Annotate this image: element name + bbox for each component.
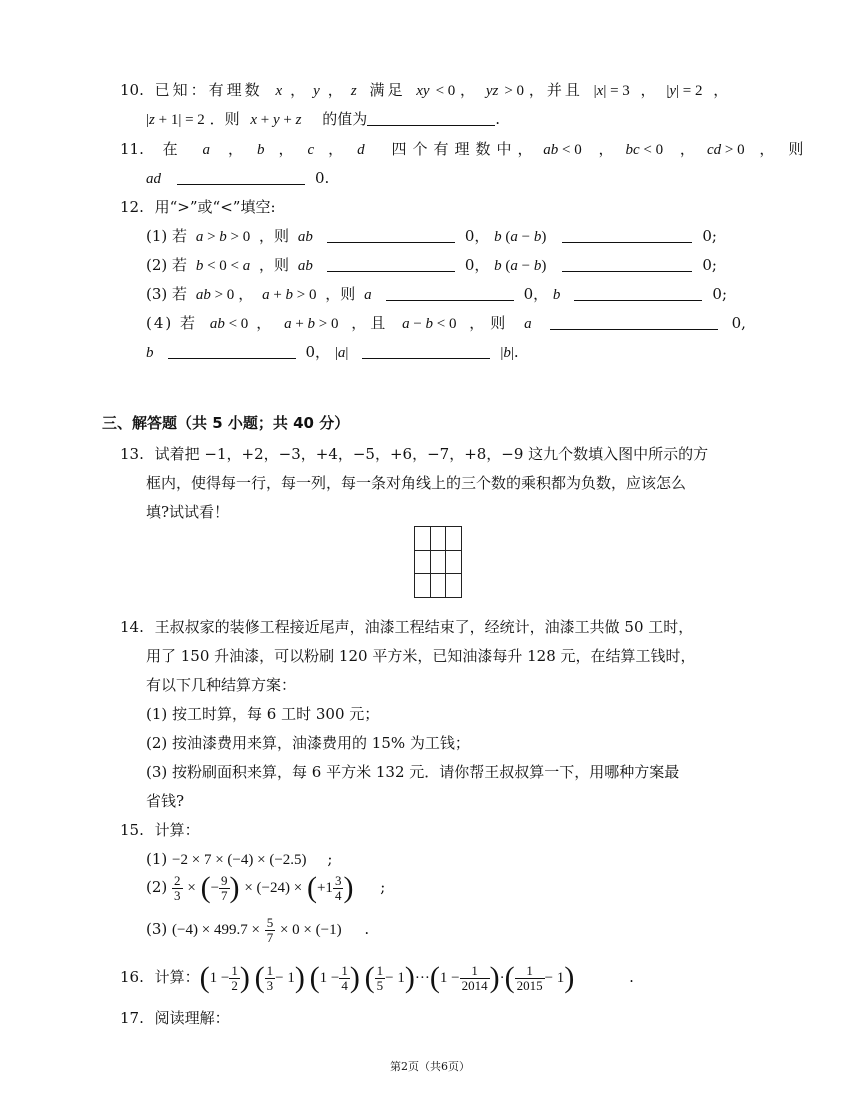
question-12-part-1: (1) 若 a > b > 0 ，则 ab 0， b (a − b) 0;: [146, 227, 717, 245]
question-12-part-3: (3) 若 ab > 0 ， a + b > 0 ，则 a 0， b 0;: [146, 285, 728, 303]
question-10-line-2: |z + 1| = 2 ．则 x + y + z 的值为 .: [146, 110, 501, 128]
question-12-intro: 12. 用“>”或“<”填空:: [120, 198, 276, 216]
answer-blank[interactable]: [562, 228, 692, 243]
question-17: 17. 阅读理解：: [120, 1009, 230, 1027]
question-14-option-1: (1) 按工时算，每 6 工时 300 元；: [146, 705, 380, 723]
answer-blank[interactable]: [362, 344, 490, 359]
question-13-line-2: 框内，使得每一行，每一列，每一条对角线上的三个数的乘积都为负数，应该怎么: [146, 474, 687, 492]
question-12-part-4-line-2: b 0， |a| |b|.: [146, 343, 519, 361]
question-13-line-1: 13. 试着把 −1，+2，−3，+4，−5，+6，−7，+8，−9 这九个数填入图中所示的方: [120, 445, 709, 463]
question-14-option-3: (3) 按粉刷面积来算，每 6 平方米 132 元．请你帮王叔叔算一下，用哪种方案最: [146, 763, 680, 781]
question-12-part-4-line-1: (4) 若 ab < 0 ， a + b > 0 ，且 a − b < 0 ，则 a 0,: [146, 314, 746, 332]
question-11-line-1: 11. 在 a ， b ， c ， d 四个有理数中， ab < 0 ， bc < 0 ， cd > 0 ，则: [120, 140, 818, 158]
question-12-part-2: (2) 若 b < 0 < a ，则 ab 0， b (a − b) 0;: [146, 256, 717, 274]
question-15-part-3: (3) (−4) × 499.7 × $\frac{5}{7}$ × 0 × (−1) .: [146, 914, 370, 945]
section-3-title: 三、解答题（共 5 小题；共 40 分）: [102, 414, 350, 432]
question-15-part-1: (1) −2 × 7 × (−4) × (−2.5) ;: [146, 850, 333, 868]
question-11-line-2: ad 0.: [146, 169, 330, 187]
answer-blank[interactable]: [386, 286, 514, 301]
answer-blank[interactable]: [327, 228, 455, 243]
answer-blank[interactable]: [168, 344, 296, 359]
answer-blank[interactable]: [550, 315, 718, 330]
question-14-option-3-cont: 省钱?: [146, 792, 185, 810]
question-14-line-2: 用了 150 升油漆，可以粉刷 120 平方米，已知油漆每升 128 元，在结算工钱时，: [146, 647, 696, 665]
question-13-line-3: 填?试试看！: [146, 503, 230, 521]
question-15-part-2: (2) $\frac{2}{3}$ × (− $\frac{9}{7}$ ) × (−24) × (+1 $\frac{3}{4}$ ) ;: [146, 871, 386, 904]
answer-blank[interactable]: [327, 257, 455, 272]
answer-blank[interactable]: [574, 286, 702, 301]
question-10-line-1: 10. 已知：有理数 x ， y ， z 满足 xy < 0 ， yz > 0 ，并且 |x| = 3 ， |y| = 2 ，: [120, 81, 729, 99]
question-15-title: 15. 计算：: [120, 821, 200, 839]
answer-blank[interactable]: [367, 111, 495, 126]
question-14-line-1: 14. 王叔叔家的装修工程接近尾声，油漆工程结束了，经统计，油漆工共做 50 工时，: [120, 618, 694, 636]
answer-blank[interactable]: [562, 257, 692, 272]
number-grid-3x3[interactable]: [414, 526, 462, 598]
question-14-line-3: 有以下几种结算方案：: [146, 676, 297, 694]
question-14-option-2: (2) 按油漆费用来算，油漆费用的 15% 为工钱；: [146, 734, 470, 752]
answer-blank[interactable]: [177, 170, 305, 185]
page-footer: 第2页（共6页）: [390, 1060, 470, 1073]
question-16: 16. 计算：(1 − $\frac{1}{2}$ ) ( $\frac{1}{3}$ − 1) (1 − $\frac{1}{4}$ ) ( $\frac{1}{5}$ − 1)···(1 − $\frac{1}{2014}$ )·( $\frac{1}{2015}$ − 1) .: [120, 961, 634, 994]
